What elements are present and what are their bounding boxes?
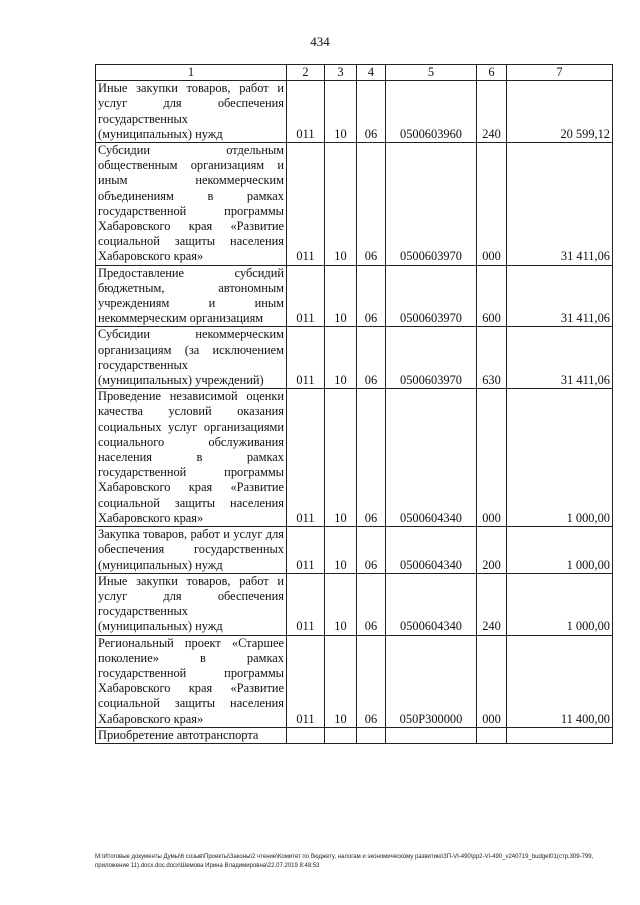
- table-row: [96, 573, 613, 635]
- row-subsection-code: 06: [357, 265, 386, 327]
- row-target-code: 050P300000: [386, 635, 477, 727]
- header-col-3: 3: [325, 65, 357, 81]
- row-section-code: 10: [325, 635, 357, 727]
- header-col-1: 1: [96, 65, 287, 81]
- row-amount: [507, 727, 613, 743]
- row-subsection-code: 06: [357, 81, 386, 143]
- row-target-code: 0500604340: [386, 573, 477, 635]
- row-section-code: 10: [325, 573, 357, 635]
- row-ministry-code: [287, 727, 325, 743]
- row-ministry-code: 011: [287, 527, 325, 574]
- table-row: [96, 81, 613, 143]
- row-name: Проведение независимой оценки качества условий оказания социальных услуг организациями социального обслуживания населения в рамках государственной программы Хабаровского края «Развитие социальной защиты населения Хабаровского края»: [96, 389, 287, 527]
- table-row: [96, 527, 613, 574]
- table-row: [96, 143, 613, 266]
- table-row: [96, 635, 613, 727]
- row-amount: 1 000,00: [507, 527, 613, 574]
- row-section-code: 10: [325, 327, 357, 389]
- row-amount: 31 411,06: [507, 265, 613, 327]
- table-header-row: [96, 65, 613, 81]
- file-path-footer: M:\Итоговые документы Думы\6 созыв\Проекты\Законы\2 чтение\Комитет по бюджету, налогам и экономическому развитию\ЗП-VI-490\pp2-VI-490_v240719_budget01(стр.309-799, приложение 11).docx.doc.docx\Шемова Ирина Владимировна\22.07.2019 8:48:53: [95, 854, 594, 869]
- table-row: [96, 389, 613, 527]
- row-expense-type: 000: [477, 143, 507, 266]
- row-subsection-code: 06: [357, 527, 386, 574]
- row-subsection-code: [357, 727, 386, 743]
- row-amount: 20 599,12: [507, 81, 613, 143]
- row-amount: 11 400,00: [507, 635, 613, 727]
- header-col-7: 7: [507, 65, 613, 81]
- row-ministry-code: 011: [287, 635, 325, 727]
- row-ministry-code: 011: [287, 265, 325, 327]
- row-subsection-code: 06: [357, 573, 386, 635]
- row-section-code: 10: [325, 143, 357, 266]
- row-ministry-code: 011: [287, 389, 325, 527]
- header-col-4: 4: [357, 65, 386, 81]
- row-expense-type: 000: [477, 389, 507, 527]
- row-section-code: [325, 727, 357, 743]
- row-target-code: 0500603970: [386, 143, 477, 266]
- header-col-6: 6: [477, 65, 507, 81]
- header-col-2: 2: [287, 65, 325, 81]
- row-section-code: 10: [325, 389, 357, 527]
- row-subsection-code: 06: [357, 143, 386, 266]
- row-subsection-code: 06: [357, 327, 386, 389]
- row-amount: 1 000,00: [507, 573, 613, 635]
- row-target-code: 0500603960: [386, 81, 477, 143]
- row-name: Региональный проект «Старшее поколение» в рамках государственной программы Хабаровского края «Развитие социальной защиты населения Хабаровского края»: [96, 635, 287, 727]
- row-name: Иные закупки товаров, работ и услуг для обеспечения государственных (муниципальных) нужд: [96, 81, 287, 143]
- row-name: Субсидии отдельным общественным организациям и иным некоммерческим объединениям в рамках государственной программы Хабаровского края «Развитие социальной защиты населения Хабаровского края»: [96, 143, 287, 266]
- row-expense-type: 630: [477, 327, 507, 389]
- row-ministry-code: 011: [287, 573, 325, 635]
- row-amount: 1 000,00: [507, 389, 613, 527]
- row-section-code: 10: [325, 265, 357, 327]
- row-subsection-code: 06: [357, 635, 386, 727]
- row-subsection-code: 06: [357, 389, 386, 527]
- row-target-code: [386, 727, 477, 743]
- row-name: Иные закупки товаров, работ и услуг для обеспечения государственных (муниципальных) нужд: [96, 573, 287, 635]
- row-name: Предоставление субсидий бюджетным, автономным учреждениям и иным некоммерческим организациям: [96, 265, 287, 327]
- header-col-5: 5: [386, 65, 477, 81]
- row-expense-type: 000: [477, 635, 507, 727]
- row-expense-type: 240: [477, 573, 507, 635]
- row-amount: 31 411,06: [507, 143, 613, 266]
- row-target-code: 0500603970: [386, 327, 477, 389]
- table-row: [96, 265, 613, 327]
- row-section-code: 10: [325, 81, 357, 143]
- row-ministry-code: 011: [287, 143, 325, 266]
- budget-table: [95, 64, 613, 744]
- table-row: [96, 727, 613, 743]
- row-target-code: 0500603970: [386, 265, 477, 327]
- row-expense-type: 600: [477, 265, 507, 327]
- row-target-code: 0500604340: [386, 527, 477, 574]
- row-amount: 31 411,06: [507, 327, 613, 389]
- page-number: 434: [310, 34, 330, 49]
- row-expense-type: 240: [477, 81, 507, 143]
- table-row: [96, 327, 613, 389]
- row-name: Субсидии некоммерческим организациям (за исключением государственных (муниципальных) учреждений): [96, 327, 287, 389]
- row-ministry-code: 011: [287, 81, 325, 143]
- row-name: Закупка товаров, работ и услуг для обеспечения государственных (муниципальных) нужд: [96, 527, 287, 574]
- row-expense-type: 200: [477, 527, 507, 574]
- row-name: Приобретение автотранспорта: [96, 727, 287, 743]
- row-section-code: 10: [325, 527, 357, 574]
- row-target-code: 0500604340: [386, 389, 477, 527]
- row-expense-type: [477, 727, 507, 743]
- row-ministry-code: 011: [287, 327, 325, 389]
